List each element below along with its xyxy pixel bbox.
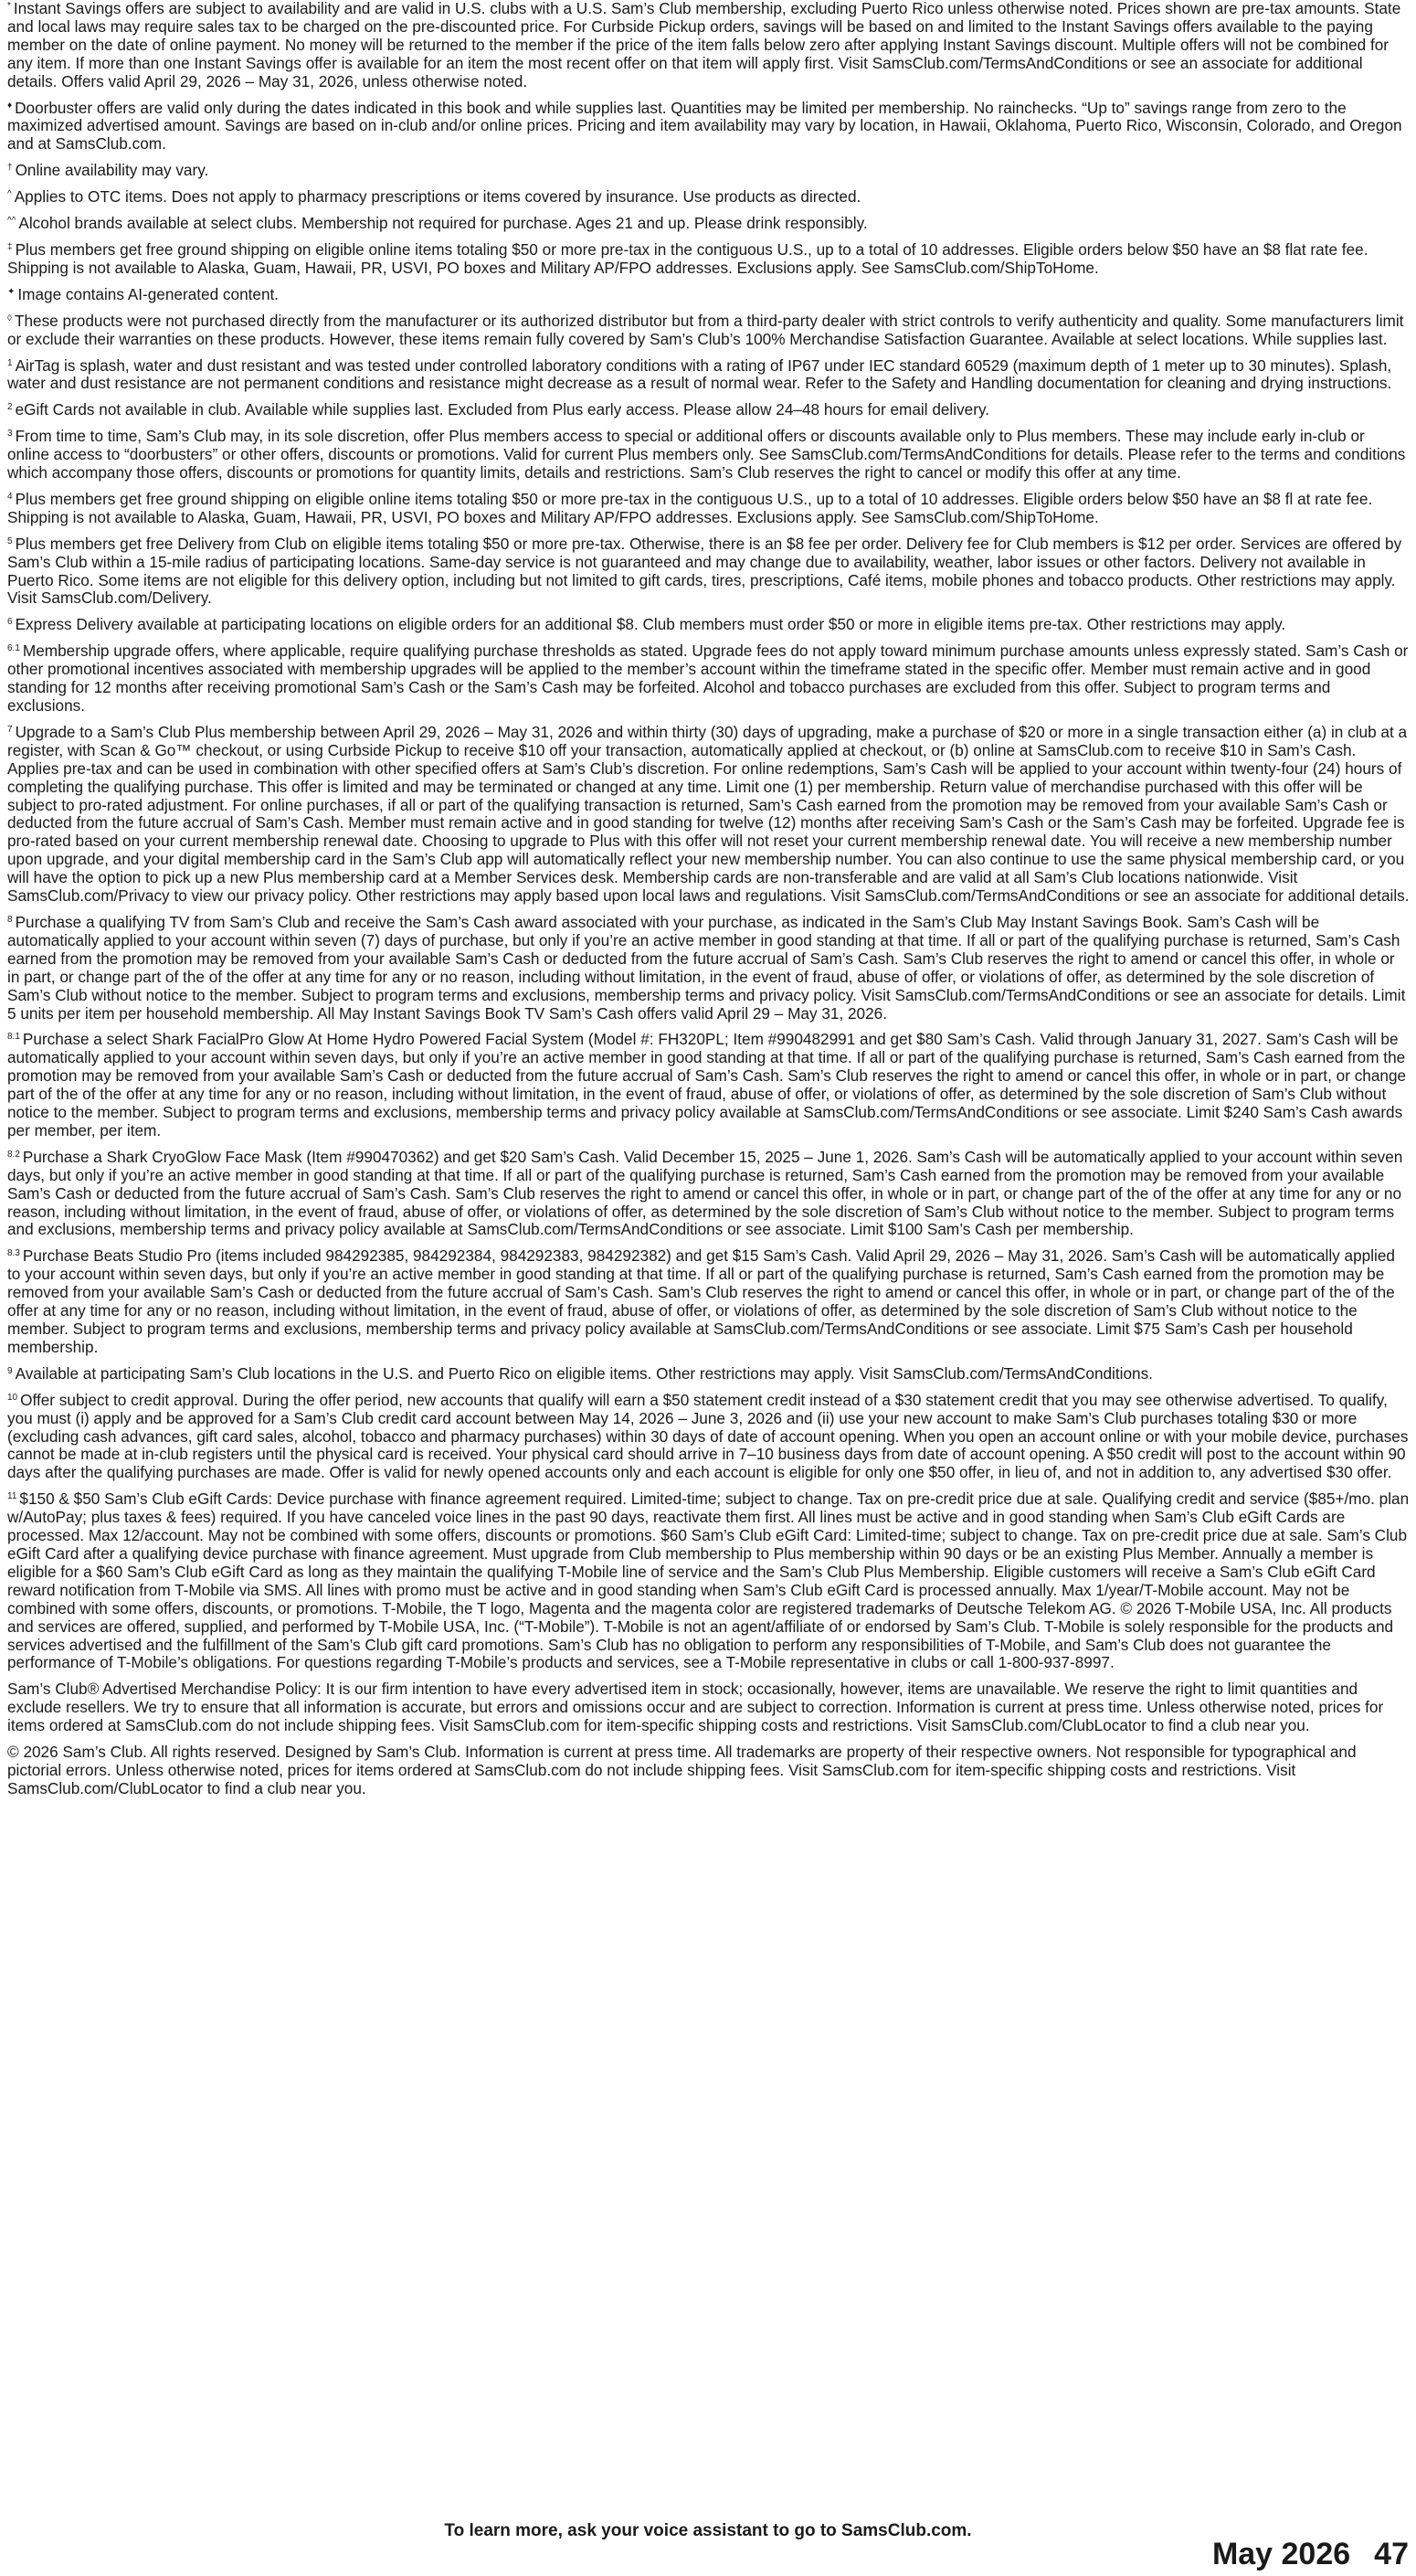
voice-assistant-cta: To learn more, ask your voice assistant to go to SamsClub.com. <box>444 2521 972 2540</box>
disclaimer-text: Upgrade to a Sam’s Club Plus membership between April 29, 2026 – May 31, 2026 and within thirty (30) days of upgrading, make a purchase of $20 or more in a single transaction either (a) in club at a register, with Scan & Go™ checkout, or using Curbside Pickup to receive $10 off your transaction, automatically applied at checkout, or (b) online at SamsClub.com to receive $10 in Sam’s Cash. Applies pre-tax and can be used in combination with other specified offers at Sam’s Club’s discretion. For online redemptions, Sam’s Cash will be applied to your account within twenty-four (24) hours of completing the qualifying purchase. This offer is limited and may be terminated or changed at any time. Limit one (1) per membership. Return value of merchandise purchased with this offer will be subject to pro-rated adjustment. For online purchases, if all or part of the qualifying transaction is returned, Sam’s Cash earned from the promotion may be removed from your available Sam’s Cash or deducted from the future accrual of Sam’s Cash. Member must remain active and in good standing for twelve (12) months after receiving Sam’s Cash or the Sam’s Cash may be forfeited. Upgrade fee is pro-rated based on your current membership renewal date. Choosing to upgrade to Plus with this offer will not reset your current membership renewal date. You will receive a new membership number upon upgrade, and your digital membership card in the Sam’s Club app will automatically reflect your new membership number. You can also continue to use the same physical membership card, or you will have the option to pick up a new Plus membership card at a Member Services desk. Membership cards are non-transferable and are valid at all Sam’s Club locations nationwide. Visit SamsClub.com/Privacy to view our privacy policy. Other restrictions may apply based upon local laws and regulations. Visit SamsClub.com/TermsAndConditions or see an associate for additional details. <box>7 722 1410 906</box>
disclaimer-text: AirTag is splash, water and dust resistant and was tested under controlled laboratory conditions with a rating of IP67 under IEC standard 60529 (maximum depth of 1 meter up to 30 minutes). Splash, water and dust resistance are not permanent conditions and resistance might decrease as a result of normal wear. Refer to the Safety and Handling documentation for cleaning and drying instructions. <box>7 355 1392 393</box>
footnote-marker: ‡ <box>7 241 13 252</box>
disclaimer-paragraph <box>7 535 1411 609</box>
disclaimer-paragraph <box>7 914 1411 1023</box>
footnote-marker: ♦ <box>7 100 13 111</box>
disclaimer-text: Purchase a select Shark FacialPro Glow At Home Hydro Powered Facial System (Model #: FH320PL; Item #990482991 and get $80 Sam’s Cash. Valid through January 31, 2027. Sam’s Cash will be automatically applied to your account within seven days, but only if you’re an active member in good standing at that time. If all or part of the qualifying purchase is returned, Sam’s Cash earned from the promotion may be removed from your available Sam’s Cash or deducted from the future accrual of Sam’s Cash. Sam’s Club reserves the right to amend or cancel this offer, in whole or in part, or change part of the of the offer at any time for any or no reason, including without limitation, in the event of fraud, abuse of offer, or violations of offer, as determined by the sole discretion of Sam’s Club without notice to the member. Subject to program terms and exclusions, membership terms and privacy policy available at SamsClub.com/TermsAndConditions or see associate. Limit $240 Sam’s Cash awards per member, per item. <box>7 1030 1407 1140</box>
footnote-marker: 8.3 <box>7 1248 20 1259</box>
footnote-marker: ✦ <box>7 286 16 297</box>
disclaimer-paragraph <box>7 1149 1411 1240</box>
footnote-marker: * <box>7 1 11 11</box>
footnote-marker: ◊ <box>7 313 12 323</box>
footnote-marker: 1 <box>7 357 13 368</box>
footnote-marker: 8.2 <box>7 1149 20 1160</box>
disclaimer-paragraph <box>7 241 1411 278</box>
page-footer <box>1212 2537 1409 2572</box>
footnote-marker: ^^ <box>7 216 16 227</box>
disclaimer-paragraph <box>7 724 1411 906</box>
disclaimer-text: Plus members get free ground shipping on eligible online items totaling $50 or more pre-tax in the contiguous U.S., up to a total of 10 addresses. Eligible orders below $50 have an $8 fl at rate fee. Shipping is not available to Alaska, Guam, Hawaii, PR, USVI, PO boxes and Military AP/FPO addresses. Exclusions apply. See SamsClub.com/ShipToHome. <box>7 489 1373 526</box>
disclaimer-text: These products were not purchased directly from the manufacturer or its authorized distributor but from a third-party dealer with strict controls to verify authenticity and quality. Some manufacturers limit or exclude their warranties on these products. However, these items remain fully covered by Sam’s Club’s 100% Merchandise Satisfaction Guarantee. Available at select locations. While supplies last. <box>7 311 1404 348</box>
disclaimer-paragraph <box>7 1744 1411 1798</box>
disclaimer-text: Express Delivery available at participating locations on eligible orders for an additional $8. Club members must order $50 or more in eligible items pre-tax. Other restrictions may apply. <box>15 615 1286 634</box>
disclaimer-text: eGift Cards not available in club. Available while supplies last. Excluded from Plus early access. Please allow 24–48 hours for email delivery. <box>15 400 990 419</box>
disclaimer-paragraph <box>7 286 1411 304</box>
disclaimer-paragraph <box>7 0 1411 91</box>
footnote-marker: 6.1 <box>7 643 20 654</box>
disclaimer-paragraph <box>7 1247 1411 1356</box>
disclaimer-paragraph <box>7 313 1411 349</box>
issue-date: May 2026 <box>1211 2537 1351 2571</box>
disclaimer-text: Membership upgrade offers, where applicable, require qualifying purchase thresholds as stated. Upgrade fees do not apply toward minimum purchase amounts unless expressly stated. Sam’s Cash or other promotional incentives associated with membership upgrades will be applied to the member’s account within the timeframe stated in the specific offer. Member must remain active and in good standing for 12 months after receiving promotional Sam’s Cash or the Sam’s Cash may be forfeited. Alcohol and tobacco purchases are excluded from this offer. Subject to program terms and exclusions. <box>7 641 1409 715</box>
disclaimer-text: Purchase a qualifying TV from Sam’s Club and receive the Sam’s Cash award associated with your purchase, as indicated in the Sam’s Club May Instant Savings Book. Sam’s Cash will be automatically applied to your account within seven (7) days of purchase, but only if you’re an active member in good standing at that time. If all or part of the qualifying purchase is returned, Sam’s Cash earned from the promotion may be removed from your available Sam’s Cash or deducted from the future accrual of Sam’s Cash. Sam’s Club reserves the right to amend or cancel this offer, in whole or in part, or change part of the of the offer at any time for any or no reason, including without limitation, in the event of fraud, abuse of offer, or violations of offer, as determined by the sole discretion of Sam’s Club without notice to the member. Subject to program terms and exclusions, membership terms and privacy policy. Visit SamsClub.com/TermsAndConditions or see an associate for details. Limit 5 units per item per household membership. All May Instant Savings Book TV Sam’s Cash offers valid April 29 – May 31, 2026. <box>7 912 1406 1023</box>
footnote-marker: 9 <box>7 1365 13 1376</box>
disclaimer-text: $150 & $50 Sam’s Club eGift Cards: Device purchase with finance agreement required. Limited-time; subject to change. Tax on pre-credit price due at sale. Qualifying credit and service ($85+/mo. plan w/AutoPay; plus taxes & fees) required. If you have canceled voice lines in the past 90 days, reactivate them first. All lines must be active and in good standing when Sam’s Club eGift Cards are processed. Max 12/account. May not be combined with some offers, discounts or promotions. $60 Sam’s Club eGift Card: Limited-time; subject to change. Tax on pre-credit price due at sale. Sam’s Club eGift Card after a qualifying device purchase with finance agreement. Must upgrade from Club membership to Plus membership within 90 days or be an existing Plus Member. Annually a member is eligible for a $60 Sam’s Club eGift Card as long as they maintain the qualifying T-Mobile line of service and the Sam’s Club Plus Membership. Eligible customers will receive a Sam’s Club eGift Card reward notification from T-Mobile via SMS. All lines with promo must be active and in good standing when Sam’s Club eGift Card is processed annually. Max 1/year/T-Mobile account. May not be combined with some offers, discounts, or promotions. T-Mobile, the T logo, Magenta and the magenta color are registered trademarks of Deutsche Telekom AG. © 2026 T-Mobile USA, Inc. All products and services are offered, supplied, and performed by T-Mobile USA, Inc. (“T-Mobile”). T-Mobile is not an agent/affiliate of or endorsed by Sam’s Club. T-Mobile is solely responsible for the products and services advertised and the fulfillment of the Sam’s Club gift card promotions. Sam’s Club has no obligation to perform any responsibilities of T-Mobile, and Sam’s Club does not guarantee the performance of T-Mobile’s obligations. For questions regarding T-Mobile’s products and services, see a T-Mobile representative in clubs or call 1-800-937-8997. <box>7 1489 1410 1672</box>
disclaimer-paragraph <box>7 401 1411 419</box>
footnote-marker: 6 <box>7 617 13 628</box>
footnote-marker: 5 <box>7 535 13 546</box>
footnote-marker: 8.1 <box>7 1032 20 1043</box>
disclaimer-paragraph <box>7 100 1411 154</box>
page-number: 47 <box>1374 2537 1409 2571</box>
disclaimer-text: Image contains AI-generated content. <box>17 284 280 303</box>
disclaimer-paragraph <box>7 491 1411 527</box>
disclaimer-paragraph <box>7 1680 1411 1735</box>
disclaimer-paragraph <box>7 162 1411 180</box>
footnote-marker: 7 <box>7 724 13 735</box>
disclaimer-paragraph <box>7 357 1411 394</box>
footnote-marker: † <box>7 163 13 174</box>
disclaimer-paragraph <box>7 428 1411 482</box>
disclaimer-text: Online availability may vary. <box>15 161 209 180</box>
disclaimer-text: Doorbuster offers are valid only during the dates indicated in this book and while supplies last. Quantities may be limited per membership. No rainchecks. “Up to” savings range from zero to the maximized advertised amount. Savings are based on in-club and/or online prices. Pricing and item availability may vary by location, in Hawaii, Oklahoma, Puerto Rico, Wisconsin, Colorado, and Oregon and at SamsClub.com. <box>7 98 1402 154</box>
footnote-marker: 8 <box>7 914 13 925</box>
disclaimer-text: Available at participating Sam’s Club locations in the U.S. and Puerto Rico on eligible items. Other restrictions may apply. Visit SamsClub.com/TermsAndConditions. <box>15 1363 1153 1383</box>
disclaimer-paragraph <box>7 215 1411 233</box>
footnote-marker: ^ <box>7 189 12 200</box>
footnote-marker: 3 <box>7 429 13 440</box>
disclaimer-paragraph <box>7 188 1411 207</box>
disclaimer-text: Applies to OTC items. Does not apply to pharmacy prescriptions or items covered by insurance. Use products as directed. <box>14 187 861 207</box>
disclaimer-text: Plus members get free Delivery from Club on eligible items totaling $50 or more pre-tax. Otherwise, there is an $8 fee per order. Delivery fee for Club members is $12 per order. Services are offered by Sam’s Club within a 15-mile radius of participating locations. Same-day service is not guaranteed and may change due to availability, weather, labor issues or other factors. Delivery not available in Puerto Rico. Some items are not eligible for this delivery option, including but not limited to gift cards, tires, prescriptions, Café items, mobile phones and tobacco products. Other restrictions may apply. Visit SamsClub.com/Delivery. <box>7 534 1402 608</box>
footnote-marker: 11 <box>7 1491 17 1502</box>
disclaimer-text: Sam’s Club® Advertised Merchandise Policy: It is our firm intention to have every advertised item in stock; occasionally, however, items are unavailable. We reserve the right to limit quantities and exclude resellers. We try to ensure that all information is accurate, but errors and omissions occur and are subject to correction. Information is current at press time. Unless otherwise noted, prices for items ordered at SamsClub.com do not include shipping fees. Visit SamsClub.com for item-specific shipping costs and restrictions. Visit SamsClub.com/ClubLocator to find a club near you. <box>7 1680 1384 1735</box>
disclaimer-paragraph <box>7 642 1411 716</box>
disclaimer-paragraph <box>7 1392 1411 1483</box>
disclaimer-text: Instant Savings offers are subject to availability and are valid in U.S. clubs with a U.S. Sam’s Club membership, excluding Puerto Rico unless otherwise noted. Prices shown are pre-tax amounts. State and local laws may require sales tax to be charged on the pre-discounted price. For Curbside Pickup orders, savings will be based on and limited to the Instant Savings offers available to the paying member on the date of online payment. No money will be returned to the member if the price of the item falls below zero after applying Instant Savings discount. Multiple offers will not be combined for any item. If more than one Instant Savings offer is available for an item the most recent offer on that item will apply first. Visit SamsClub.com/TermsAndConditions or see an associate for additional details. Offers valid April 29, 2026 – May 31, 2026, unless otherwise noted. <box>7 0 1401 90</box>
disclaimer-text: Purchase Beats Studio Pro (items included 984292385, 984292384, 984292383, 984292382) and get $15 Sam’s Cash. Valid April 29, 2026 – May 31, 2026. Sam’s Cash will be automatically applied to your account within seven days, but only if you’re an active member in good standing at that time. If all or part of the qualifying purchase is returned, Sam’s Cash earned from the promotion may be removed from your available Sam’s Cash or deducted from the future accrual of Sam’s Cash. Sam’s Club reserves the right to amend or cancel this offer, in whole or in part, or change part of the of the offer at any time for any or no reason, including without limitation, in the event of fraud, abuse of offer, or violations of offer, as determined by the sole discretion of Sam’s Club without notice to the member. Subject to program terms and exclusions, membership terms and privacy policy available at SamsClub.com/TermsAndConditions or see associate. Limit $75 Sam’s Cash per household membership. <box>7 1246 1395 1356</box>
disclaimer-text: Offer subject to credit approval. During the offer period, new accounts that qualify will earn a $50 statement credit instead of a $30 statement credit that you may see otherwise advertised. To qualify, you must (i) apply and be approved for a Sam’s Club credit card account between May 14, 2026 – June 3, 2026 and (ii) use your new account to make Sam’s Club purchases totaling $30 or more (excluding cash advances, gift card sales, alcohol, tobacco and pharmacy purchases) within 30 days of date of account opening. When you open an account online or with your mobile device, purchases cannot be made at in-club registers until the physical card is received. Your physical card should arrive in 7–10 business days from date of account opening. A $50 credit will post to the account within 90 days after the qualifying purchases are made. Offer is valid for newly opened accounts only and each account is eligible for only one $50 offer, in lieu of, and not in addition to, any advertised $30 offer. <box>7 1390 1409 1482</box>
disclaimer-text: © 2026 Sam’s Club. All rights reserved. Designed by Sam’s Club. Information is current at press time. All trademarks are property of their respective owners. Not responsible for typographical and pictorial errors. Unless otherwise noted, prices for items ordered at SamsClub.com do not include shipping fees. Visit SamsClub.com for item-specific shipping costs and restrictions. Visit SamsClub.com/ClubLocator to find a club near you. <box>7 1743 1357 1797</box>
footnote-marker: 2 <box>7 402 13 413</box>
disclaimer-text: Alcohol brands available at select clubs. Membership not required for purchase. Ages 21 and up. Please drink responsibly. <box>18 214 868 233</box>
disclaimer-text: Purchase a Shark CryoGlow Face Mask (Item #990470362) and get $20 Sam’s Cash. Valid December 15, 2025 – June 1, 2026. Sam’s Cash will be automatically applied to your account within seven days, but only if you’re an active member in good standing at that time. If all or part of the qualifying purchase is returned, Sam’s Cash earned from the promotion may be removed from your available Sam’s Cash or deducted from the future accrual of Sam’s Cash. Sam’s Club reserves the right to amend or cancel this offer, in whole or in part, or change part of the of the offer at any time for any or no reason, including without limitation, in the event of fraud, abuse of offer, or violations of offer, as determined by the sole discretion of Sam’s Club without notice to the member. Subject to program terms and exclusions, membership terms and privacy policy available at SamsClub.com/TermsAndConditions or see associate. Limit $100 Sam’s Cash per membership. <box>7 1147 1403 1239</box>
disclaimer-text: Plus members get free ground shipping on eligible online items totaling $50 or more pre-tax in the contiguous U.S., up to a total of 10 addresses. Eligible orders below $50 have an $8 flat rate fee. Shipping is not available to Alaska, Guam, Hawaii, PR, USVI, PO boxes and Military AP/FPO addresses. Exclusions apply. See SamsClub.com/ShipToHome. <box>7 239 1368 277</box>
footnote-marker: 4 <box>7 491 13 502</box>
disclaimer-paragraph <box>7 1365 1411 1383</box>
disclaimer-paragraph <box>7 1490 1411 1672</box>
footnote-marker: 10 <box>7 1392 18 1403</box>
disclaimer-text: From time to time, Sam’s Club may, in its sole discretion, offer Plus members access to special or additional offers or discounts available only to Plus members. These may include early in-club or online access to “doorbusters” or other offers, discounts or promotions. Valid for current Plus members only. See SamsClub.com/TermsAndConditions for details. Please refer to the terms and conditions which accompany those offers, discounts or promotions for quantity limits, details and restrictions. Sam’s Club reserves the right to cancel or modify this offer at any time. <box>7 427 1406 482</box>
disclaimer-paragraph <box>7 616 1411 634</box>
disclaimer-paragraph <box>7 1031 1411 1140</box>
